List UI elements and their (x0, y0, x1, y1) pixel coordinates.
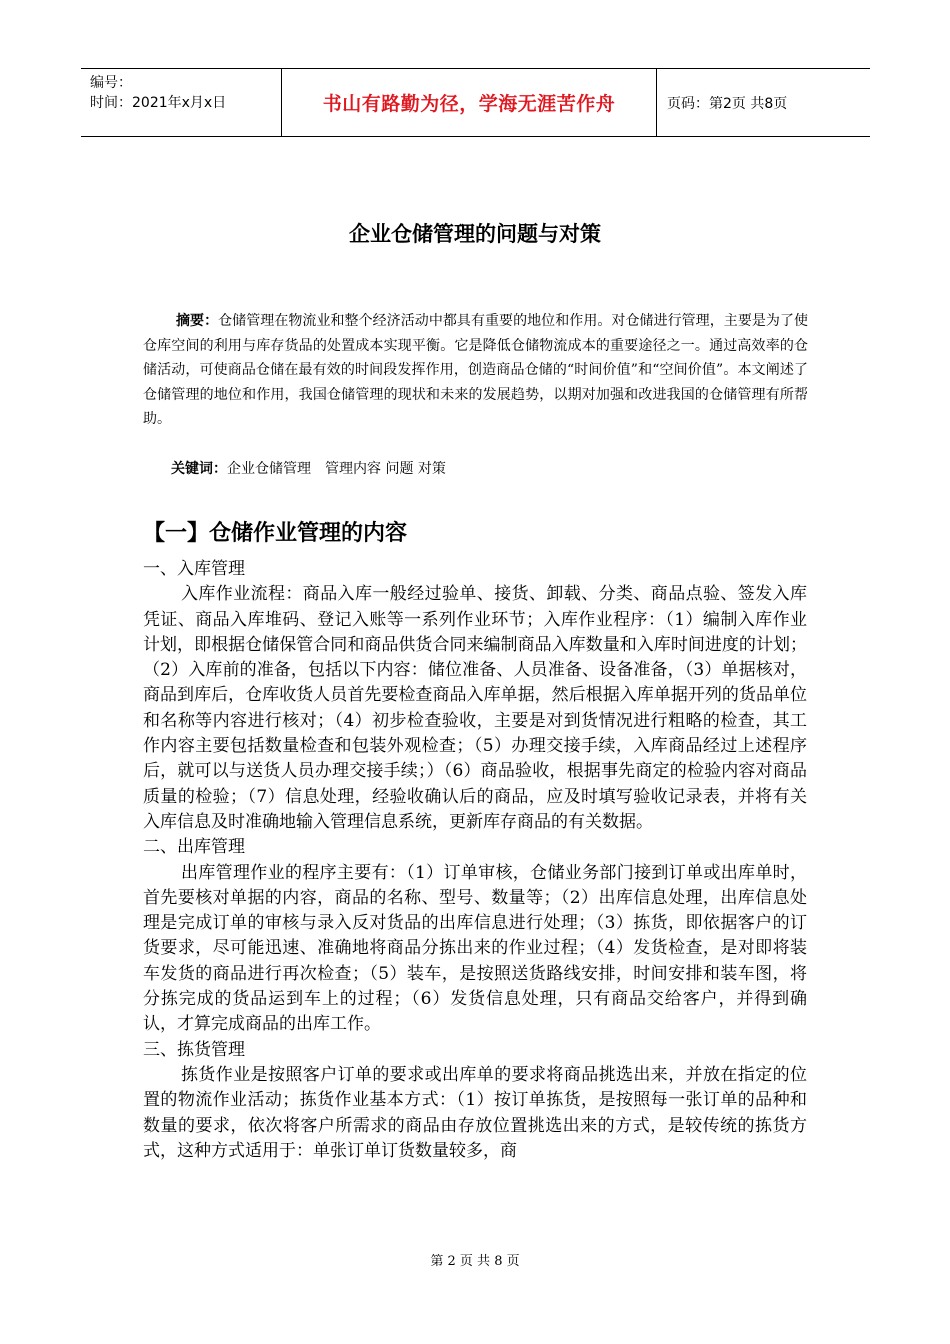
subsection-heading: 一、入库管理 (143, 559, 245, 579)
abstract (143, 309, 808, 432)
abstract-text: 仓储管理在物流业和整个经济活动中都具有重要的地位和作用。对仓储进行管理，主要是为了使仓库空间的利用与库存货品的处置成本实现平衡。它是降低仓储物流成本的重要途径之一。通过高效率的仓储活动，可使商品仓储在最有效的时间段发挥作用，创造商品仓储的“时间价值”和“空间价值”。本文阐述了仓储管理的地位和作用，我国仓储管理的现状和未来的发展趋势，以期对加强和改进我国的仓储管理有所帮助。 (143, 313, 809, 428)
subsection-heading: 二、出库管理 (143, 837, 245, 858)
header-page-info: 页码：第2页 共8页 (667, 95, 788, 112)
page-footer: 第 2 页 共 8 页 (430, 1254, 520, 1269)
section-heading: 【一】仓储作业管理的内容 (143, 521, 408, 546)
header-meta (81, 69, 282, 136)
keyword-item: 管理内容 问题 对策 (325, 461, 446, 477)
page-header (81, 68, 870, 137)
subsection-heading: 三、拣货管理 (143, 1039, 245, 1060)
subsection-paragraph: 出库管理作业的程序主要有：（1）订单审核，仓储业务部门接到订单或出库单时，首先要核对单据的内容，商品的名称、型号、数量等；（2）出库信息处理，出库信息处理是完成订单的审核与录入反对货品的出库信息进行处理；（3）拣货，即依据客户的订货要求，尽可能迅速、准确地将商品分拣出来的作业过程；（4）发货检查，是对即将装车发货的商品进行再次检查；（5）装车，是按照送货路线安排，时间安排和装车图，将分拣完成的货品运到车上的过程；（6）发货信息处理，只有商品交给客户，并得到确认，才算完成商品的出库工作。 (143, 862, 807, 1035)
keywords-label: 关键词： (171, 461, 227, 477)
document-time: 时间：2021年x月x日 (90, 95, 227, 111)
keyword-item: 企业仓储管理 (227, 461, 311, 477)
keywords (171, 457, 446, 481)
subsection-paragraph: 拣货作业是按照客户订单的要求或出库单的要求将商品挑选出来，并放在指定的位置的物流作业活动；拣货作业基本方式：（1）按订单拣货，是按照每一张订单的品种和数量的要求，依次将客户所需求的商品由存放位置挑选出来的方式，是较传统的拣货方式，这种方式适用于：单张订单订货数量较多，商 (143, 1064, 807, 1161)
subsection-paragraph: 入库作业流程：商品入库一般经过验单、接货、卸载、分类、商品点验、签发入库凭证、商品入库堆码、登记入账等一系列作业环节；入库作业程序：（1）编制入库作业计划，即根据仓储保管合同和商品供货合同来编制商品入库数量和入库时间进度的计划；（2）入库前的准备，包括以下内容：储位准备、人员准备、设备准备，（3）单据核对，商品到库后，仓库收货人员首先要检查商品入库单据，然后根据入库单据开列的货品单位和名称等内容进行核对；（4）初步检查验收，主要是对到货情况进行粗略的检查，其工作内容主要包括数量检查和包装外观检查；（5）办理交接手续，入库商品经过上述程序后，就可以与送货人员办理交接手续；）（6）商品验收，根据事先商定的检验内容对商品质量的检验；（7）信息处理，经验收确认后的商品，应及时填写验收记录表，并将有关入库信息及时准确地输入管理信息系统，更新库存商品的有关数据。 (143, 584, 807, 832)
document-number: 编号： (90, 75, 132, 91)
header-motto: 书山有路勤为径，学海无涯苦作舟 (282, 69, 657, 136)
abstract-label: 摘要： (176, 313, 219, 329)
body-content (143, 557, 807, 1164)
document-title: 企业仓储管理的问题与对策 (349, 222, 601, 246)
